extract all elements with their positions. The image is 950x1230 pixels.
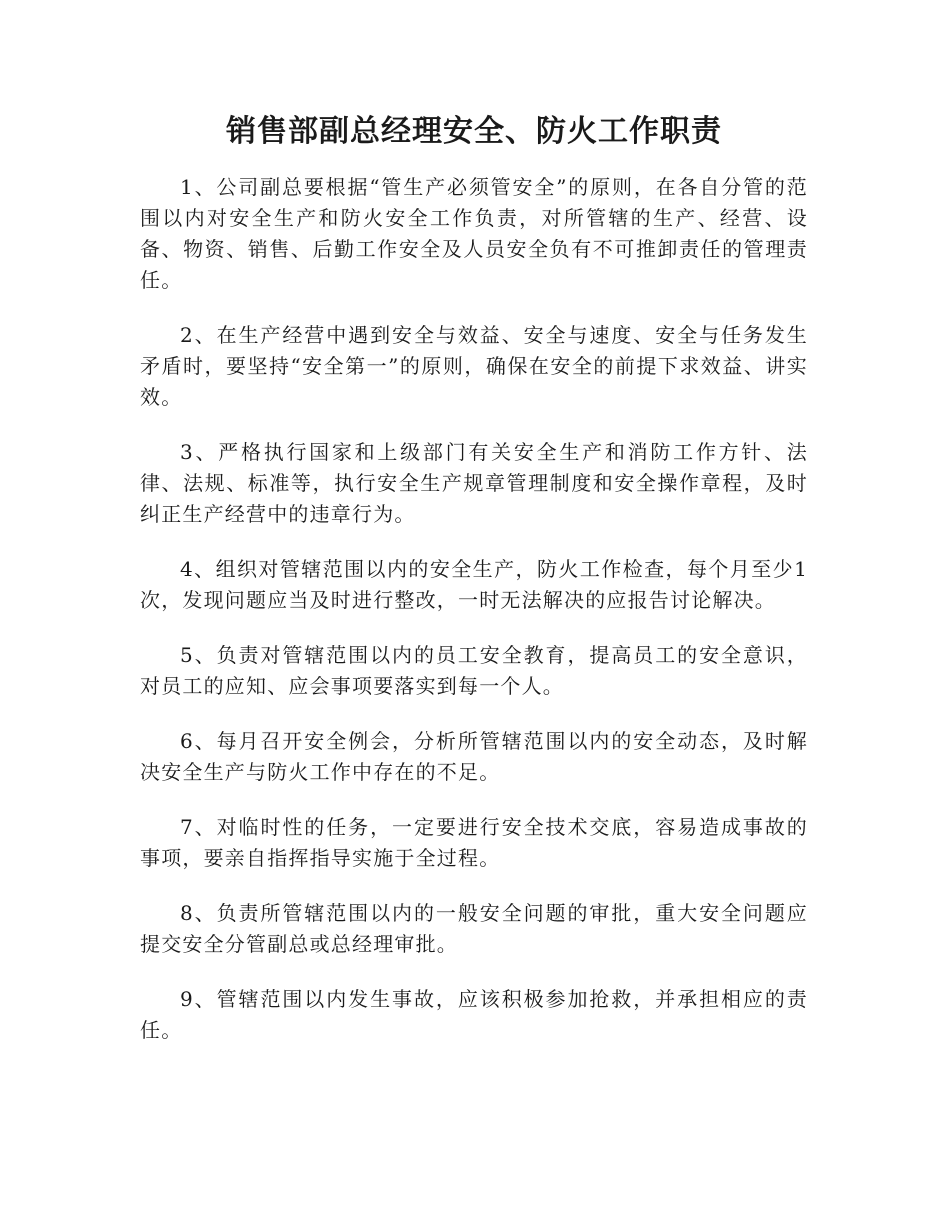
paragraph-7: 7、对临时性的任务，一定要进行安全技术交底，容易造成事故的事项，要亲自指挥指导实施于全过程。 bbox=[140, 815, 808, 870]
paragraph-3: 3、严格执行国家和上级部门有关安全生产和消防工作方针、法律、法规、标准等，执行安全生产规章管理制度和安全操作章程，及时纠正生产经营中的违章行为。 bbox=[140, 440, 808, 526]
document-page bbox=[140, 112, 808, 1070]
paragraph-5: 5、负责对管辖范围以内的员工安全教育，提高员工的安全意识，对员工的应知、应会事项要落实到每一个人。 bbox=[140, 643, 808, 698]
paragraph-8: 8、负责所管辖范围以内的一般安全问题的审批，重大安全问题应提交安全分管副总或总经理审批。 bbox=[140, 901, 808, 956]
paragraph-6: 6、每月召开安全例会，分析所管辖范围以内的安全动态，及时解决安全生产与防火工作中存在的不足。 bbox=[140, 729, 808, 784]
paragraph-2: 2、在生产经营中遇到安全与效益、安全与速度、安全与任务发生矛盾时，要坚持“安全第一”的原则，确保在安全的前提下求效益、讲实效。 bbox=[140, 323, 808, 409]
paragraph-1: 1、公司副总要根据“管生产必须管安全”的原则，在各自分管的范围以内对安全生产和防火安全工作负责，对所管辖的生产、经营、设备、物资、销售、后勤工作安全及人员安全负有不可推卸责任的管理责任。 bbox=[140, 175, 808, 292]
paragraph-4: 4、组织对管辖范围以内的安全生产，防火工作检查，每个月至少1次，发现问题应当及时进行整改，一时无法解决的应报告讨论解决。 bbox=[140, 557, 808, 612]
paragraph-9: 9、管辖范围以内发生事故，应该积极参加抢救，并承担相应的责任。 bbox=[140, 987, 808, 1042]
document-title: 销售部副总经理安全、防火工作职责 bbox=[226, 114, 722, 149]
